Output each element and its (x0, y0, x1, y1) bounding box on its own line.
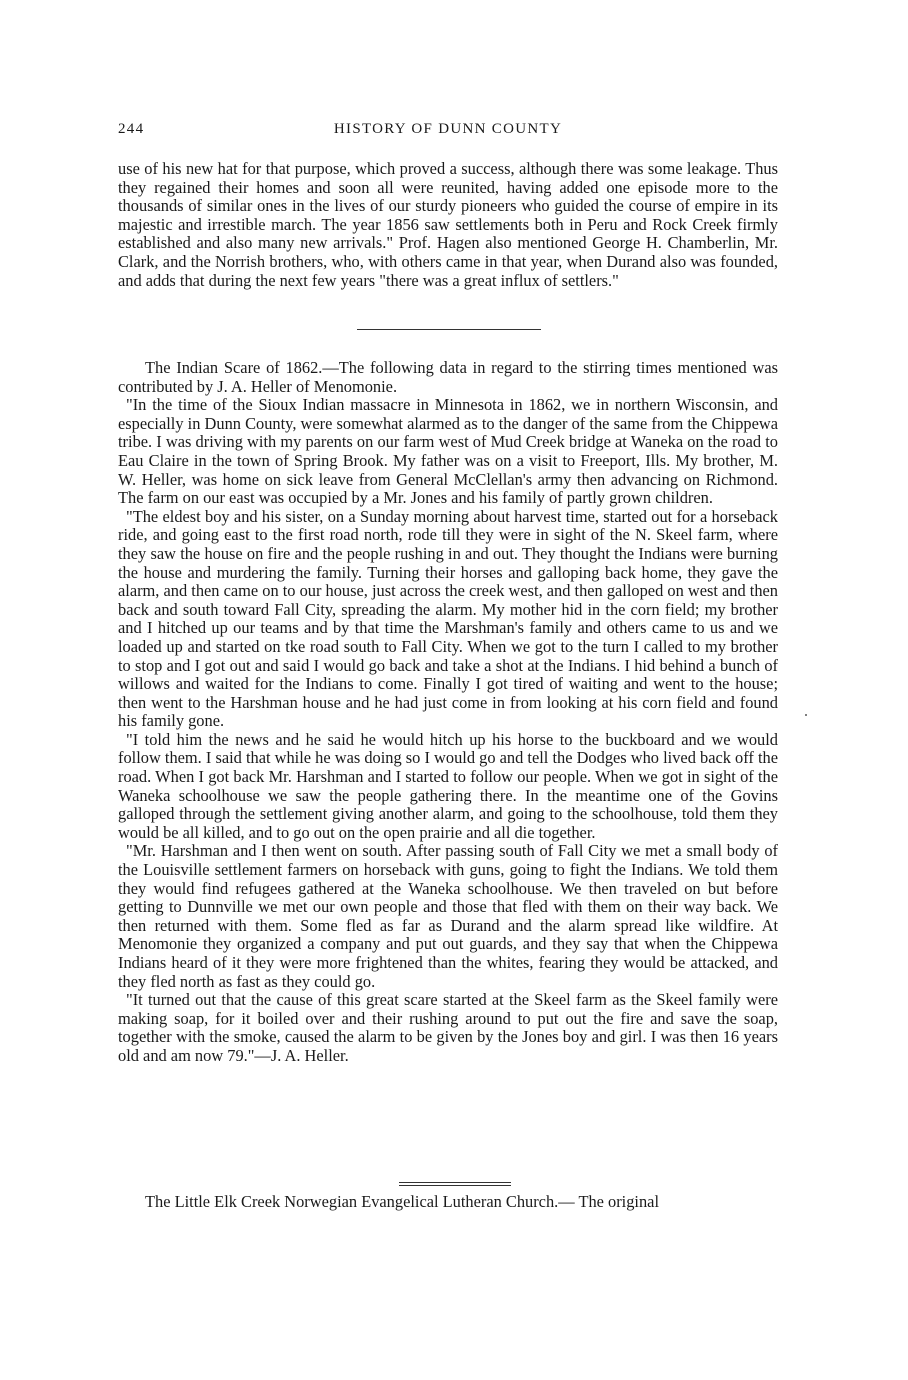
quoted-paragraph: "Mr. Harshman and I then went on south. After passing south of Fall City we met a small body of the Louisville settlement farmers on horseback with guns, going to fight the Indians. We told them they would find refugees gathered at the Waneka schoolhouse. We then traveled on but before getting to Dunnville we met our own people and those that fled with them on their way back. We then returned with them. Some fled as far as Durand and the alarm spread like wildfire. At Menomonie they organized a company and put out guards, and they say that when the Chippewa Indians heard of it they were more frightened than the whites, fearing they would be attacked, and they fled north as fast as they could go. (118, 841, 778, 991)
quoted-paragraph: "In the time of the Sioux Indian massacre in Minnesota in 1862, we in northern Wisconsin, and especially in Dunn County, were somewhat alarmed as to the danger of the same from the Chippewa tribe. I was driving with my parents on our farm west of Mud Creek bridge at Waneka on the road to Eau Claire in the town of Spring Brook. My father was on a visit to Freeport, Ills. My brother, M. W. Heller, was home on sick leave from General McClellan's army then advancing on Richmond. The farm on our east was occupied by a Mr. Jones and his family of partly grown children. (118, 395, 778, 508)
paragraph-continuation: use of his new hat for that purpose, which proved a success, although there was some leakage. Thus they regained their homes and soon all were reunited, having added one episode more to the thousands of similar ones in the lives of our sturdy pioneers who guided the course of empire in its majestic and irrestible march. The year 1856 saw settlements both in Peru and Rock Creek firmly established and also many new arrivals." Prof. Hagen also mentioned George H. Chamberlin, Mr. Clark, and the Norrish brothers, who, with others came in that year, when Durand also was founded, and adds that during the next few years "there was a great influx of settlers." (118, 159, 778, 290)
quoted-paragraph: "The eldest boy and his sister, on a Sunday morning about harvest time, started out for a horseback ride, and going east to the first road north, rode till they were in sight of the N. Skeel farm, where they saw the house on fire and the people rushing in and out. They thought the Indians were burning the house and murdering the family. Turning their horses and galloping back home, they gave the alarm, and then came on to our house, just across the creek west, and then galloped on west and then back and south toward Fall City, spreading the alarm. My mother hid in the corn field; my brother and I hitched up our teams and by that time the Marshman's family and others came to us and we loaded up and started on tke road south to Fall City. When we got to the turn I called to my brother to stop and I got out and said I would go back and take a shot at the Indians. I hid behind a bunch of willows and waited for the Indians to come. Finally I got tired of waiting and went to the house; then went to the Harshman house and he had just come in from looking at his corn field and found his family gone. (118, 506, 778, 731)
page-header (118, 121, 778, 141)
print-speck (805, 714, 807, 716)
running-title: HISTORY OF DUNN COUNTY (333, 121, 563, 137)
quoted-paragraph: "I told him the news and he said he would hitch up his horse to the buckboard and we would follow them. I said that while he was doing so I would go and tell the Dodges who lived back off the road. When I got back Mr. Harshman and I started to follow our people. When we got in sight of the Waneka schoolhouse we saw the people gathering there. In the meantime one of the Govins galloped through the settlement giving another alarm, and going to the schoolhouse, told them they would be all killed, and to go out on the open prairie and all die together. (118, 729, 778, 842)
section-intro-paragraph: The Indian Scare of 1862.—The following data in regard to the stirring times mentioned was contributed by J. A. Heller of Menomonie. (118, 358, 778, 396)
section-divider-double-top (399, 1182, 511, 1183)
page-number: 244 (118, 121, 145, 137)
section-divider (357, 329, 541, 330)
section-divider-double-bottom (399, 1185, 511, 1186)
opening-text-block (118, 160, 778, 290)
quoted-paragraph: "It turned out that the cause of this great scare started at the Skeel farm as the Skeel family were making soap, for it boiled over and their rushing around to put out the fire and save the soap, together with the smoke, caused the alarm to be given by the Jones boy and girl. I was then 16 years old and am now 79."—J. A. Heller. (118, 990, 778, 1065)
indian-scare-section (118, 359, 778, 1066)
church-section (118, 1193, 778, 1212)
section-intro-paragraph: The Little Elk Creek Norwegian Evangelical Lutheran Church.— The original (145, 1192, 660, 1211)
